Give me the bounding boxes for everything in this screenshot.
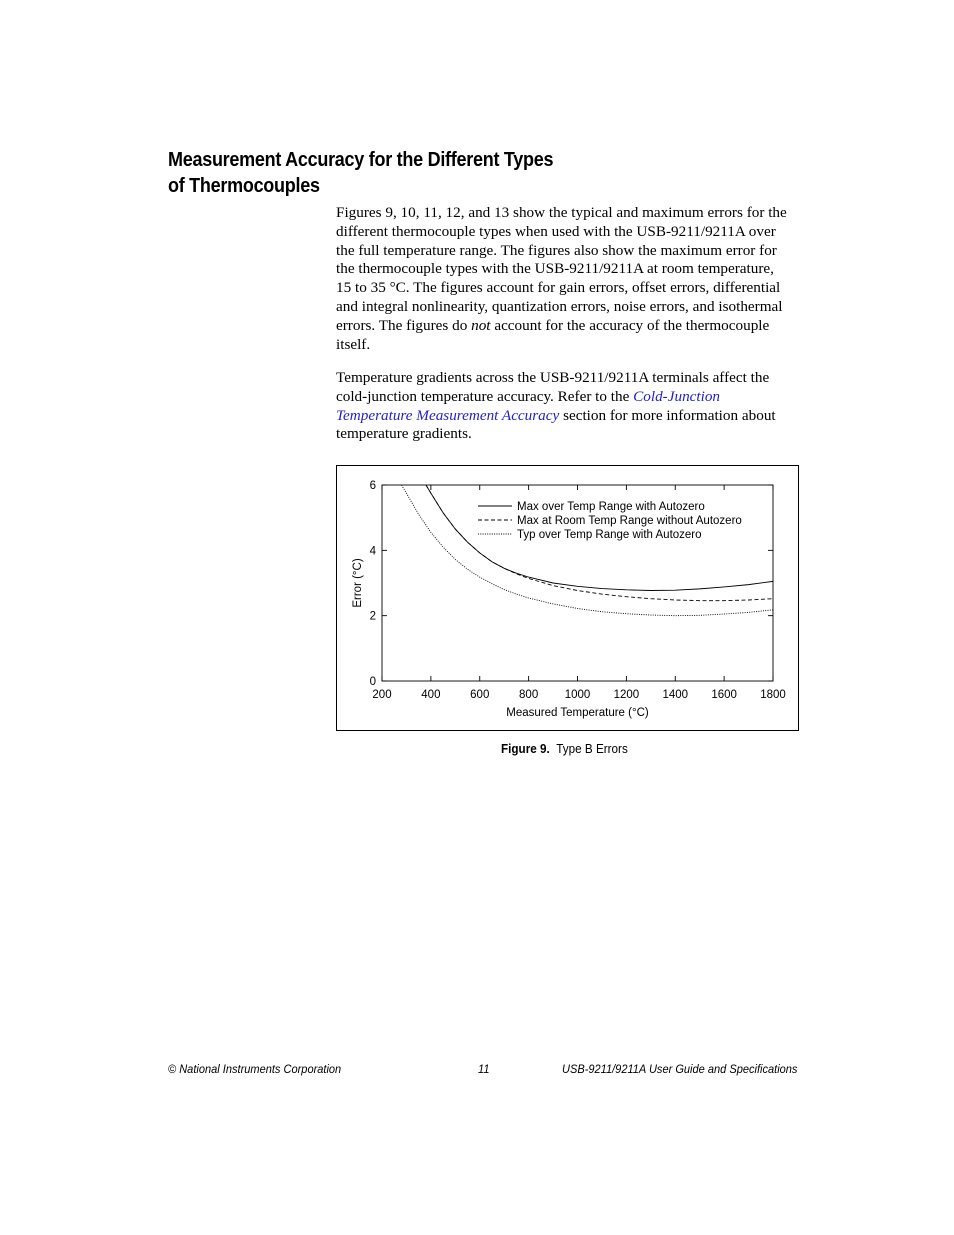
legend-label-1: Max over Temp Range with Autozero xyxy=(517,501,705,513)
x-tick-label: 1800 xyxy=(760,689,786,701)
text-run: errors. The figures do xyxy=(336,316,472,334)
x-tick-label: 1600 xyxy=(711,689,737,701)
paragraph-line: Figures 9, 10, 11, 12, and 13 show the typical and maximum errors for the xyxy=(336,204,787,221)
section-heading-line-2: of Thermocouples xyxy=(168,175,320,197)
paragraph-line xyxy=(336,388,802,407)
paragraph-line: 15 to 35 °C. The figures account for gain errors, offset errors, differential xyxy=(336,279,781,297)
text-run: account for the accuracy of the thermocouple xyxy=(490,316,770,334)
paragraph-line: and integral nonlinearity, quantization errors, noise errors, and isothermal xyxy=(336,297,783,315)
cold-junction-link[interactable]: Cold-Junction xyxy=(633,387,721,405)
paragraph-line xyxy=(336,407,802,426)
paragraph-line: different thermocouple types when used with the USB-9211/9211A over xyxy=(336,222,776,240)
paragraph-line: Temperature gradients across the USB-9211/9211A terminals affect the xyxy=(336,369,770,386)
section-heading-line-1: Measurement Accuracy for the Different Types xyxy=(168,149,554,171)
y-tick-label: 0 xyxy=(369,676,376,688)
x-tick-label: 200 xyxy=(372,689,392,701)
legend-label-3: Typ over Temp Range with Autozero xyxy=(517,529,702,541)
section-heading xyxy=(168,147,672,199)
footer-page-number: 11 xyxy=(478,1062,490,1076)
text-run: section for more information about xyxy=(559,406,776,424)
paragraph-line: itself. xyxy=(336,335,371,353)
type-b-error-chart xyxy=(337,466,800,732)
x-tick-label: 1200 xyxy=(613,689,640,701)
y-axis-label: Error (°C) xyxy=(352,558,364,608)
x-tick-label: 1000 xyxy=(564,689,591,701)
figure-number: Figure 9. xyxy=(501,741,550,756)
x-axis-label: Measured Temperature (°C) xyxy=(506,707,649,719)
text-run: cold-junction temperature accuracy. Refer to the xyxy=(336,387,634,405)
gradient-paragraph xyxy=(336,369,802,444)
x-tick-label: 800 xyxy=(519,689,539,701)
paragraph-line: the full temperature range. The figures also show the maximum error for xyxy=(336,241,777,259)
y-tick-label: 2 xyxy=(369,610,376,623)
x-tick-label: 400 xyxy=(421,689,441,701)
paragraph-line: temperature gradients. xyxy=(336,425,472,443)
paragraph-line xyxy=(336,317,802,336)
footer-document-title: USB-9211/9211A User Guide and Specifications xyxy=(562,1062,798,1076)
cold-junction-link-continued[interactable]: Temperature Measurement Accuracy xyxy=(336,406,560,424)
figure-frame xyxy=(336,465,799,731)
paragraph-line: the thermocouple types with the USB-9211/9211A at room temperature, xyxy=(336,260,774,278)
footer-copyright: © National Instruments Corporation xyxy=(168,1062,342,1076)
legend-label-2: Max at Room Temp Range without Autozero xyxy=(517,515,742,527)
figure-title: Type B Errors xyxy=(556,741,628,756)
x-tick-label: 600 xyxy=(470,689,490,701)
x-tick-label: 1400 xyxy=(662,689,689,701)
figure-caption xyxy=(501,741,628,756)
intro-paragraph xyxy=(336,204,802,354)
y-tick-label: 6 xyxy=(369,480,376,492)
emphasis-not: not xyxy=(471,316,491,334)
y-tick-label: 4 xyxy=(369,545,376,558)
